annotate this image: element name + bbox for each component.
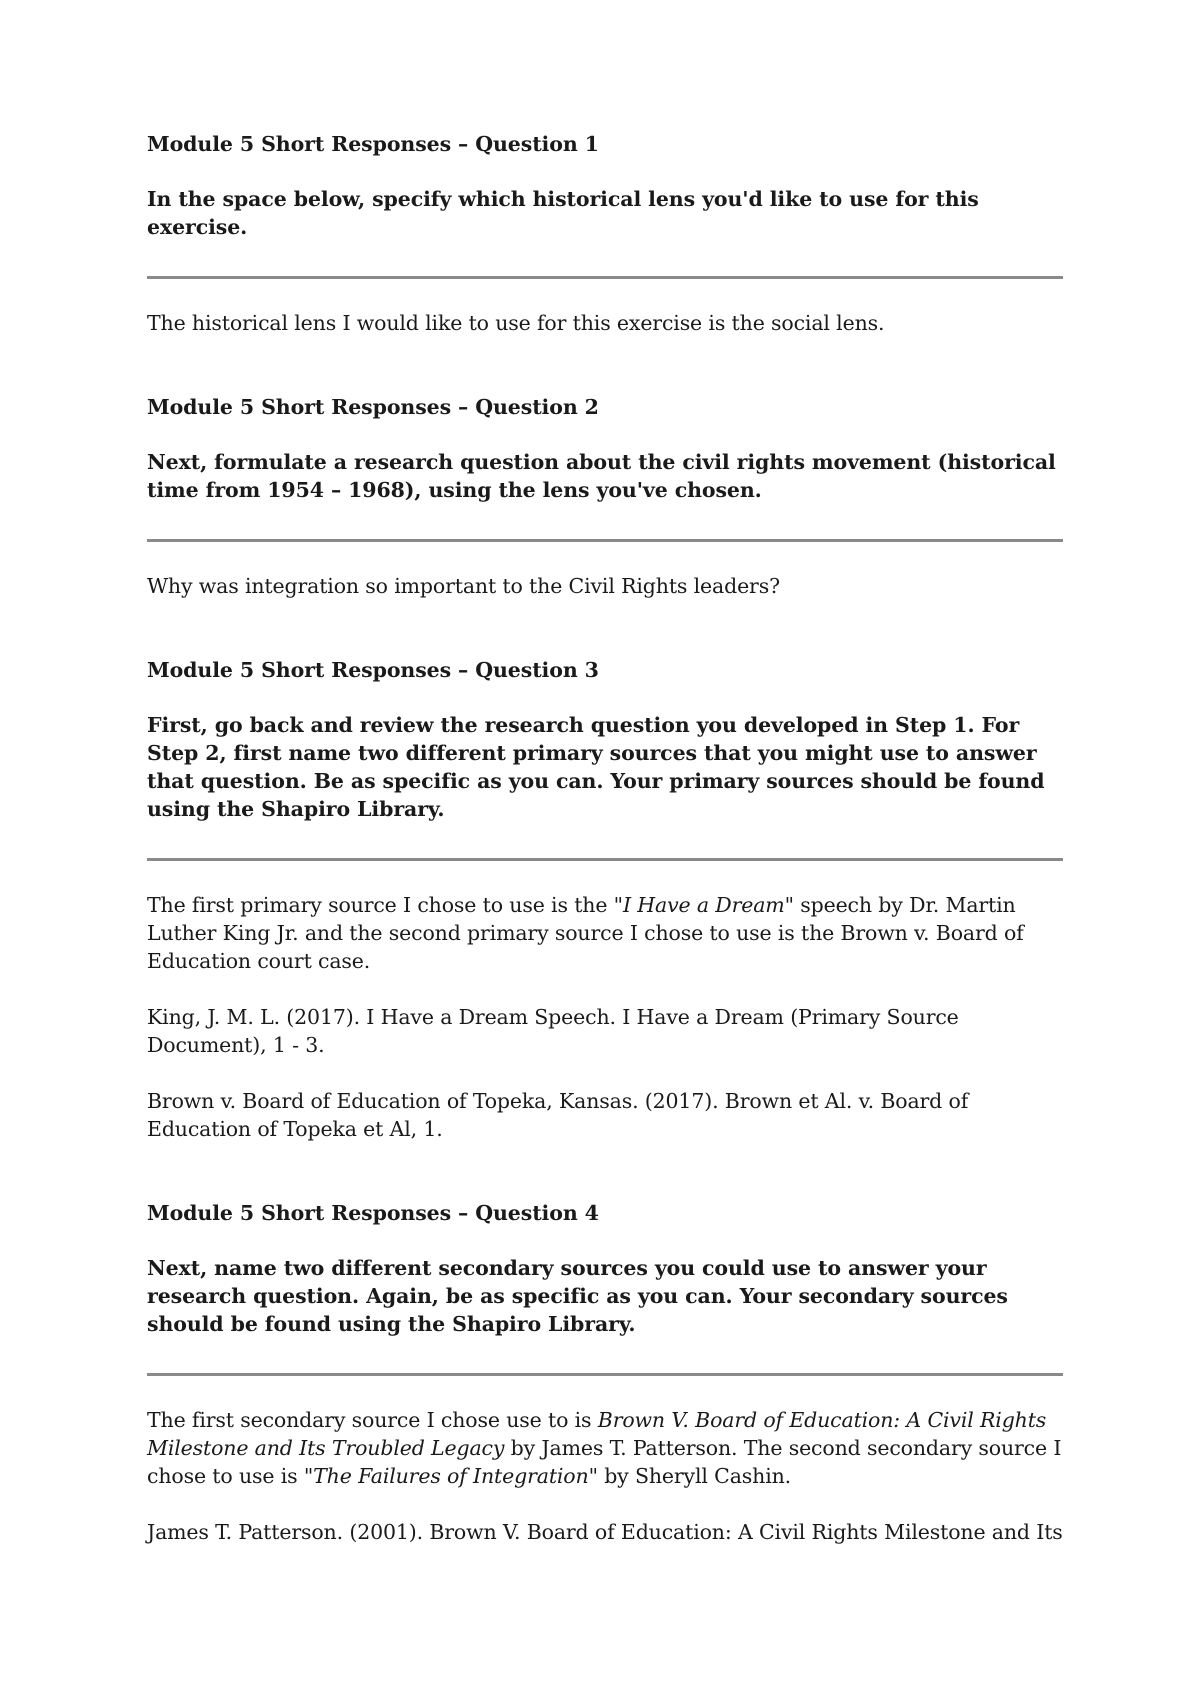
question-1-answer[interactable]: The historical lens I would like to use for this exercise is the social lens. bbox=[147, 311, 885, 335]
answer-text: The first primary source I chose to use is the " bbox=[147, 893, 623, 917]
question-3-citation-1[interactable]: King, J. M. L. (2017). I Have a Dream Speech. I Have a Dream (Primary Source Document), 1 - 3. bbox=[147, 1005, 959, 1057]
document-page bbox=[147, 130, 1063, 1546]
answer-text: The first secondary source I chose use to is bbox=[147, 1408, 598, 1432]
question-4-heading: Module 5 Short Responses – Question 4 bbox=[147, 1201, 599, 1225]
answer-text: " speech by Dr. Martin Luther King Jr. and the second primary source I chose to use is the Brown v. Board of Education court case. bbox=[147, 893, 1024, 973]
question-1-heading: Module 5 Short Responses – Question 1 bbox=[147, 132, 599, 156]
question-4-citation-1[interactable]: James T. Patterson. (2001). Brown V. Board of Education: A Civil Rights Milestone and Its bbox=[147, 1520, 1063, 1544]
question-1-section bbox=[147, 130, 1063, 337]
question-2-answer[interactable]: Why was integration so important to the Civil Rights leaders? bbox=[147, 574, 780, 598]
question-3-citation-2[interactable]: Brown v. Board of Education of Topeka, Kansas. (2017). Brown et Al. v. Board of Education of Topeka et Al, 1. bbox=[147, 1089, 969, 1141]
answer-divider bbox=[147, 276, 1063, 279]
question-4-prompt: Next, name two different secondary sources you could use to answer your research question. Again, be as specific as you can. Your secondary sources should be found using the Shapiro Library. bbox=[147, 1256, 1008, 1336]
question-4-answer[interactable] bbox=[147, 1406, 1063, 1490]
answer-italic-title: The Failures of Integration bbox=[313, 1464, 589, 1488]
answer-divider bbox=[147, 539, 1063, 542]
answer-divider bbox=[147, 858, 1063, 861]
question-4-section bbox=[147, 1199, 1063, 1546]
question-3-section bbox=[147, 656, 1063, 1143]
question-3-prompt: First, go back and review the research question you developed in Step 1. For Step 2, first name two different primary sources that you might use to answer that question. Be as specific as you can. Your primary sources should be found using the Shapiro Library. bbox=[147, 713, 1045, 821]
answer-text: by James T. Patterson. The second secondary source I chose to use is " bbox=[147, 1436, 1062, 1488]
question-3-heading: Module 5 Short Responses – Question 3 bbox=[147, 658, 599, 682]
question-2-section bbox=[147, 393, 1063, 600]
answer-text: " by Sheryll Cashin. bbox=[588, 1464, 792, 1488]
question-3-answer[interactable] bbox=[147, 891, 1063, 975]
question-2-heading: Module 5 Short Responses – Question 2 bbox=[147, 395, 599, 419]
answer-italic-title: I Have a Dream bbox=[622, 893, 785, 917]
answer-divider bbox=[147, 1373, 1063, 1376]
question-2-prompt: Next, formulate a research question about the civil rights movement (historical time from 1954 – 1968), using the lens you've chosen. bbox=[147, 450, 1056, 502]
question-1-prompt: In the space below, specify which historical lens you'd like to use for this exercise. bbox=[147, 187, 979, 239]
answer-italic-title: Brown V. Board of Education: A Civil Rights Milestone and Its Troubled Legacy bbox=[147, 1408, 1047, 1460]
